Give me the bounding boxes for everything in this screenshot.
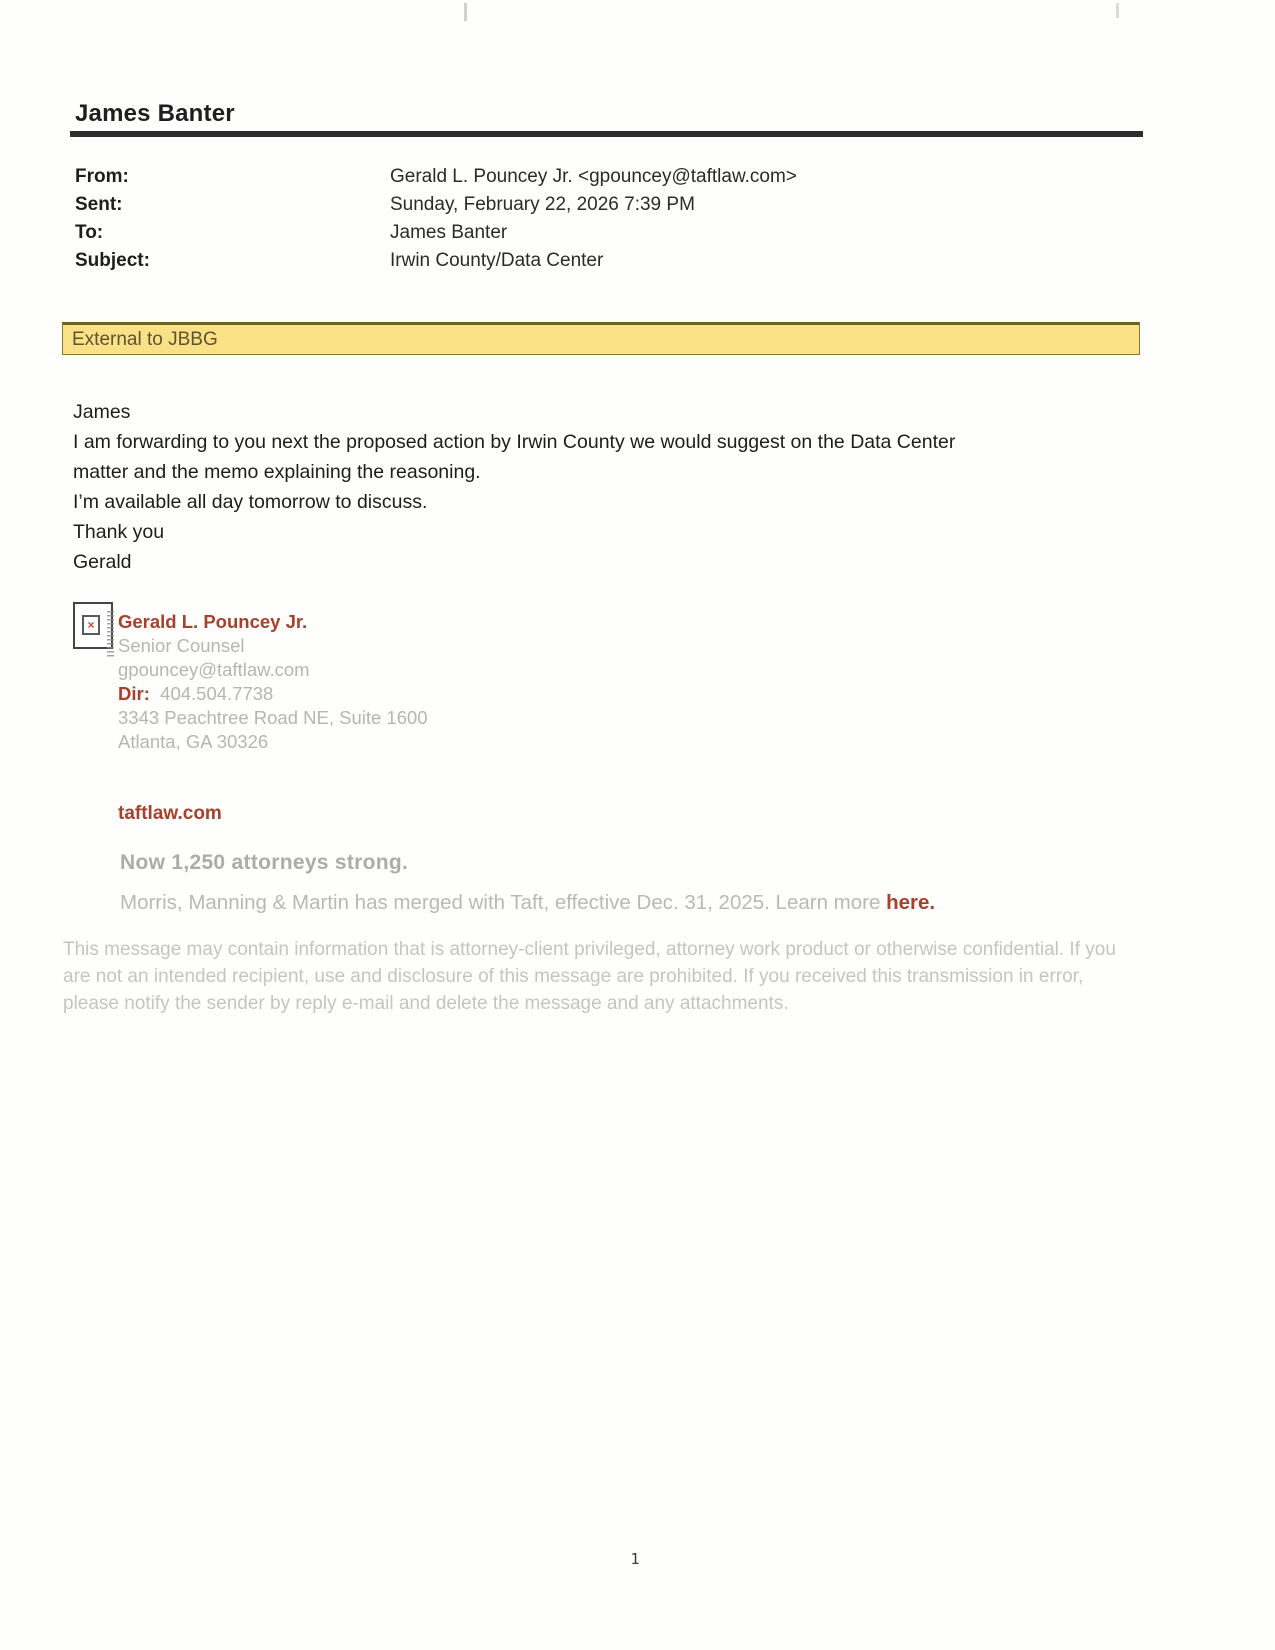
field-from-value: Gerald L. Pouncey Jr. <gpouncey@taftlaw.com>: [390, 166, 797, 187]
rotated-alt-text: [107, 611, 114, 658]
merger-text: Morris, Manning & Martin has merged with Taft, effective Dec. 31, 2025. Learn more: [120, 891, 887, 914]
dir-label: Dir:: [118, 683, 150, 704]
body-line: matter and the memo explaining the reasoning.: [73, 461, 481, 483]
page-number: 1: [630, 1550, 640, 1568]
field-subject: [75, 247, 1140, 275]
field-subject-label: Subject:: [75, 250, 150, 271]
field-from: [75, 163, 1140, 191]
signature-block: [118, 610, 428, 754]
disclaimer-line: This message may contain information that is attorney-client privileged, attorney work product or otherwise confidential. If you: [63, 939, 1116, 960]
field-sent-label: Sent:: [75, 194, 123, 215]
signature-phone: 404.504.7738: [149, 683, 274, 704]
body-line: James: [73, 401, 131, 423]
merger-here-link[interactable]: here.: [886, 891, 936, 914]
signature-email: gpouncey@taftlaw.com: [118, 659, 310, 680]
email-body: [73, 397, 1158, 577]
signature-address-line2: Atlanta, GA 30326: [118, 731, 269, 752]
scan-tick-mark: [464, 3, 467, 21]
merger-notice: [120, 891, 935, 915]
signature-address-line1: 3343 Peachtree Road NE, Suite 1600: [118, 707, 428, 728]
signature-phone-row: [118, 682, 428, 706]
field-to: [75, 219, 1140, 247]
field-to-value: James Banter: [390, 222, 508, 243]
body-line: I’m available all day tomorrow to discuss.: [73, 491, 428, 513]
body-line: I am forwarding to you next the proposed action by Irwin County we would suggest on the Data Center: [73, 431, 956, 453]
field-sent-value: Sunday, February 22, 2026 7:39 PM: [390, 194, 695, 215]
external-warning-banner: [62, 322, 1140, 355]
website-link: taftlaw.com: [118, 803, 222, 824]
title-divider: [70, 131, 1143, 137]
field-from-label: From:: [75, 166, 129, 187]
page-title: James Banter: [75, 100, 235, 127]
email-header-fields: [75, 163, 1140, 275]
field-subject-value: Irwin County/Data Center: [390, 250, 604, 271]
body-line: Gerald: [73, 551, 132, 573]
firm-tagline: Now 1,250 attorneys strong.: [120, 851, 409, 874]
disclaimer-line: please notify the sender by reply e-mail and delete the message and any attachments.: [63, 993, 789, 1014]
field-to-label: To:: [75, 222, 104, 243]
signature-name: Gerald L. Pouncey Jr.: [118, 611, 308, 632]
body-line: Thank you: [73, 521, 165, 543]
confidentiality-disclaimer: [63, 936, 1178, 1017]
disclaimer-line: are not an intended recipient, use and disclosure of this message are prohibited. If you received this transmission in error,: [63, 966, 1084, 987]
signature-job-title: Senior Counsel: [118, 635, 245, 656]
external-warning-text: External to JBBG: [72, 329, 218, 350]
scan-tick-mark: [1116, 3, 1119, 18]
field-sent: [75, 191, 1140, 219]
broken-image-icon: ×: [82, 615, 100, 635]
